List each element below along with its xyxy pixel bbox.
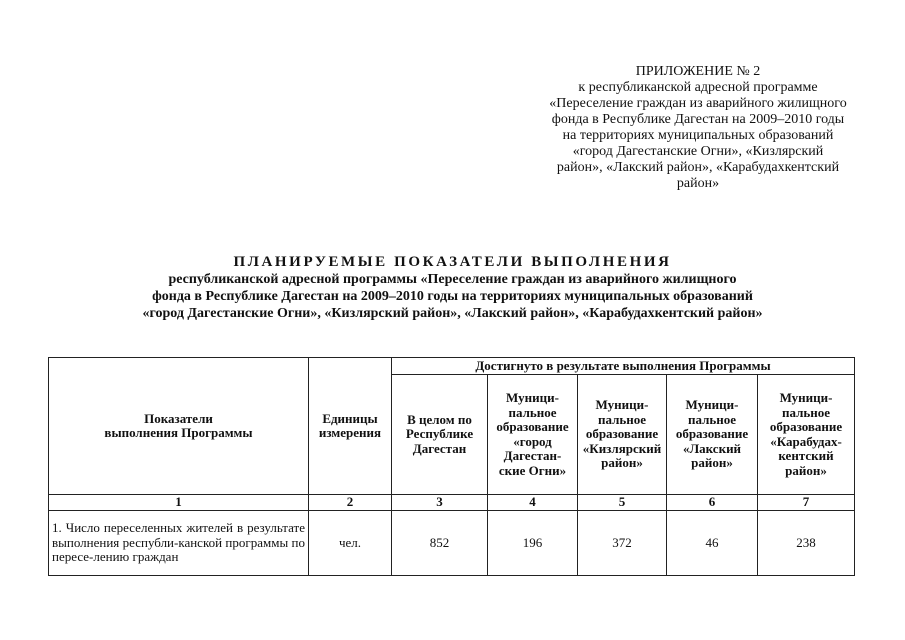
appendix-line: фонда в Республике Дагестан на 2009–2010 годы <box>551 112 845 127</box>
document-title <box>0 253 905 322</box>
header-indicators: Показатели выполнения Программы <box>49 358 309 495</box>
column-number: 7 <box>758 495 855 511</box>
column-number: 2 <box>309 495 392 511</box>
subheader-dagestanskie-ogni: Муници- пальное образование «город Дагестан- ские Огни» <box>488 375 578 495</box>
column-number: 6 <box>667 495 758 511</box>
cell-laksky: 46 <box>667 511 758 576</box>
appendix-line: район» <box>676 176 720 191</box>
column-number: 4 <box>488 495 578 511</box>
title-subtitle-line: «город Дагестанские Огни», «Кизлярский район», «Лакский район», «Карабудахкентский район» <box>142 306 763 321</box>
header-units: Единицы измерения <box>309 358 392 495</box>
cell-unit: чел. <box>309 511 392 576</box>
subheader-republic-total: В целом по Республике Дагестан <box>392 375 488 495</box>
appendix-line: «город Дагестанские Огни», «Кизлярский <box>572 144 824 159</box>
cell-indicator: 1. Число переселенных жителей в результате выполнения республи-канской программы по пересе-лению граждан <box>49 511 309 576</box>
title-main: ПЛАНИРУЕМЫЕ ПОКАЗАТЕЛИ ВЫПОЛНЕНИЯ <box>233 254 672 270</box>
cell-ogni: 196 <box>488 511 578 576</box>
title-subtitle-line: республиканской адресной программы «Переселение граждан из аварийного жилищного <box>168 272 737 287</box>
subheader-karabudakhkent: Муници- пальное образование «Карабудах- кентский район» <box>758 375 855 495</box>
appendix-line: «Переселение граждан из аварийного жилищного <box>549 96 847 111</box>
column-number: 5 <box>578 495 667 511</box>
column-number: 3 <box>392 495 488 511</box>
cell-total: 852 <box>392 511 488 576</box>
subheader-laksky: Муници- пальное образование «Лакский район» <box>667 375 758 495</box>
appendix-line: район», «Лакский район», «Карабудахкентский <box>556 160 840 175</box>
column-number-row <box>49 495 855 511</box>
header-achieved-group: Достигнуто в результате выполнения Программы <box>392 358 855 375</box>
cell-karabudakhkent: 238 <box>758 511 855 576</box>
column-number: 1 <box>49 495 309 511</box>
appendix-line: к республиканской адресной программе <box>578 80 818 95</box>
cell-kizlyar: 372 <box>578 511 667 576</box>
subheader-kizlyar: Муници- пальное образование «Кизлярский район» <box>578 375 667 495</box>
table-row <box>49 511 855 576</box>
appendix-header <box>510 64 886 192</box>
title-subtitle-line: фонда в Республике Дагестан на 2009–2010 годы на территориях муниципальных образований <box>152 289 753 304</box>
appendix-line: на территориях муниципальных образований <box>562 128 834 143</box>
indicators-table <box>48 357 855 576</box>
appendix-line: ПРИЛОЖЕНИЕ № 2 <box>635 64 761 79</box>
